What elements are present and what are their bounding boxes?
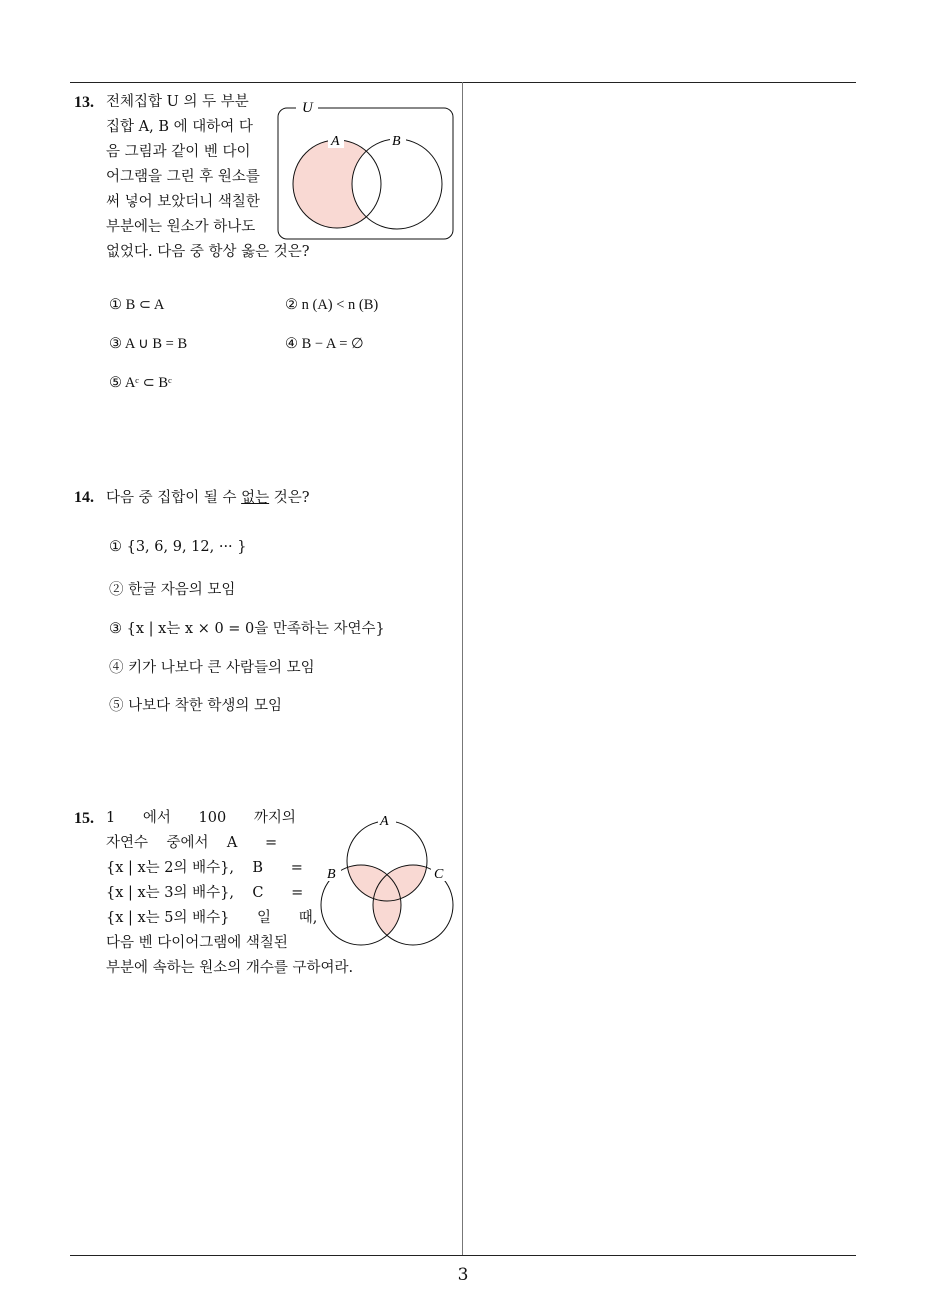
stem-line: 다음 벤 다이어그램에 색칠된: [106, 935, 288, 951]
top-rule: [70, 82, 856, 83]
question-13: [74, 90, 310, 265]
q13-choice-1[interactable]: ① B ⊂ A: [109, 297, 165, 313]
column-divider: [462, 82, 463, 1256]
stem-line: 집합 A, B 에 대하여 다: [106, 119, 253, 135]
stem-line: 자연수 중에서 A =: [106, 835, 278, 851]
stem-emphasis: 없는: [241, 490, 270, 506]
q13-choice-3[interactable]: ③ A ∪ B = B: [109, 336, 188, 352]
set-b-label: B: [327, 867, 336, 882]
stem-line: 없었다. 다음 중 항상 옳은 것은?: [106, 244, 310, 260]
stem-line: 음 그림과 같이 벤 다이: [106, 144, 251, 160]
question-15: [74, 806, 354, 981]
question-number: 15.: [74, 810, 94, 827]
stem-line: 어그램을 그린 후 원소를: [106, 169, 260, 185]
stem-line: 1 에서 100 까지의: [106, 810, 296, 826]
stem-line: 써 넣어 보았더니 색칠한: [106, 194, 260, 210]
q14-choice-5[interactable]: ⑤ 나보다 착한 학생의 모임: [109, 698, 283, 714]
q13-choice-5[interactable]: ⑤ Aᶜ ⊂ Bᶜ: [109, 375, 172, 391]
set-a-label: A: [331, 134, 340, 149]
venn-diagram-three-sets: [318, 810, 458, 950]
stem-line: 부분에 속하는 원소의 개수를 구하여라.: [106, 960, 354, 976]
stem-text: 다음 중 집합이 될 수: [106, 490, 242, 506]
set-b-label: B: [392, 134, 401, 149]
stem-text-end: 것은?: [269, 490, 310, 506]
set-a-label: A: [380, 814, 389, 829]
venn-diagram-two-sets: [274, 94, 458, 244]
q13-choice-2[interactable]: ② n (A) < n (B): [285, 297, 379, 313]
stem-line: 전체집합 U 의 두 부분: [106, 94, 249, 110]
q13-choice-4[interactable]: ④ B − A = ∅: [285, 336, 364, 352]
q14-choice-1[interactable]: ① {3, 6, 9, 12, ··· }: [109, 539, 247, 555]
question-number: 14.: [74, 489, 94, 506]
page-number: 3: [457, 1265, 469, 1285]
stem-line: {x | x는 5의 배수} 일 때,: [106, 910, 318, 926]
set-c-label: C: [434, 867, 444, 882]
q14-choice-3[interactable]: ③ {x | x는 x × 0 = 0을 만족하는 자연수}: [109, 621, 385, 637]
q14-choice-4[interactable]: ④ 키가 나보다 큰 사람들의 모임: [109, 660, 315, 676]
bottom-rule: [70, 1255, 856, 1256]
stem-line: 부분에는 원소가 하나도: [106, 219, 256, 235]
question-14: [74, 485, 459, 511]
stem-line: {x | x는 3의 배수}, C =: [106, 885, 304, 901]
universe-label: U: [302, 100, 313, 116]
q14-choice-2[interactable]: ② 한글 자음의 모임: [109, 582, 236, 598]
question-number: 13.: [74, 94, 94, 111]
stem-line: {x | x는 2의 배수}, B =: [106, 860, 303, 876]
